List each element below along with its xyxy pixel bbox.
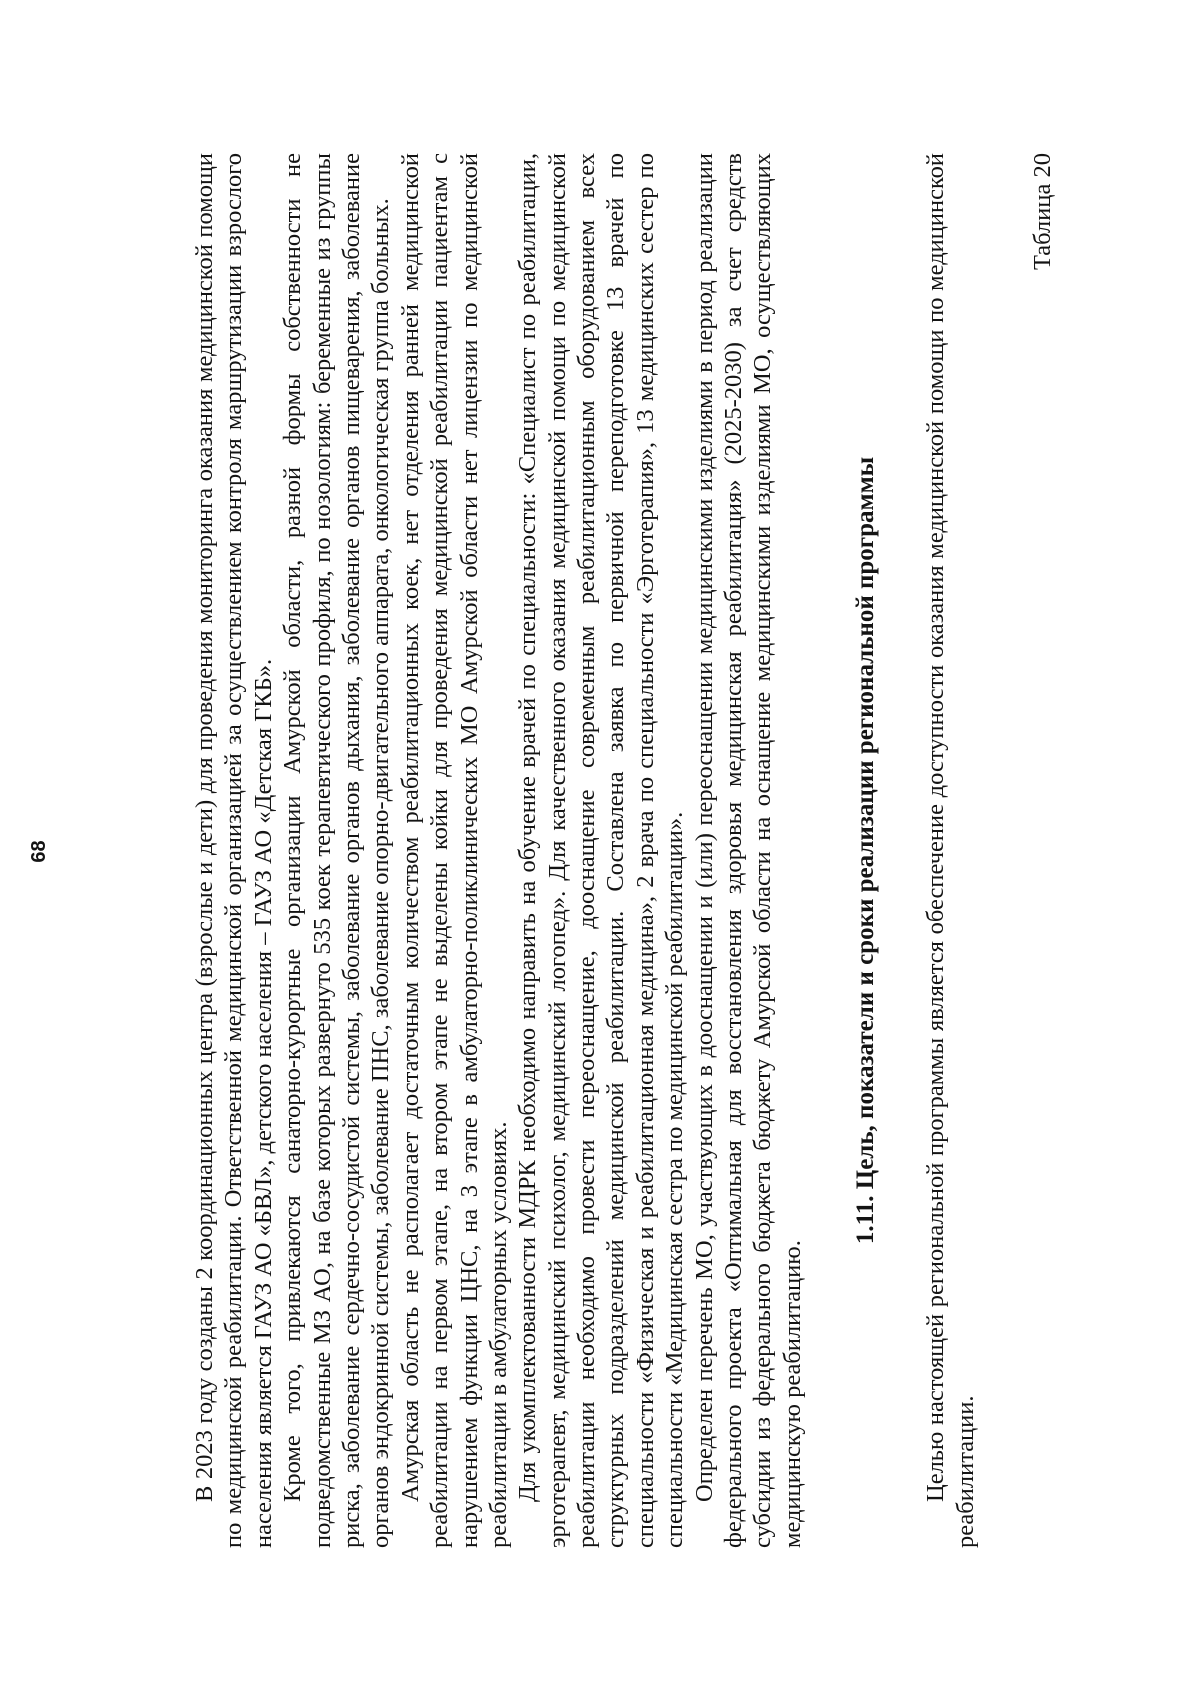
paragraph-coordination-centers: В 2023 году созданы 2 координационных центра (взрослые и дети) для проведения мониторинга оказания медицинской помощи по медицинской реабилитации. Ответственной медицинской организацией за осуществлением контроля маршрутизации взрослого населения является ГАУЗ АО «БВЛ», детского населения – ГАУЗ АО «Детская ГКБ». — [191, 153, 277, 1548]
document-body — [190, 153, 1057, 1548]
paragraph-staffing-training: Для укомплектованности МДРК необходимо направить на обучение врачей по специальности: «Специалист по реабилитации, эрготерапевт, медицинский психолог, медицинский логопед». Для качественного оказания медицинской помощи по медицинской реабилитации необходимо провести переоснащение, дооснащение современным реабилитационным оборудованием всех структурных подразделений медицинской реабилитации. Составлена заявка по первичной переподготовке 13 врачей по специальности «Физическая и реабилитационная медицина», 2 врача по специальности «Эрготерапия», 13 медицинских сестер по специальности «Медицинская сестра по медицинской реабилитации». — [514, 153, 689, 1548]
page-number: 68 — [28, 840, 50, 863]
paragraph-sanatorium-organizations: Кроме того, привлекаются санаторно-курортные организации Амурской области, разной формы собственности не подведомственные МЗ АО, на базе которых развернуто 535 коек терапевтического профиля, по нозологиям: беременные из группы риска, заболевание сердечно-сосудистой системы, заболевание органов дыхания, заболевание органов пищеварения, заболевание органов эндокринной системы, заболевание ПНС, заболевание опорно-двигательного аппарата, онкологическая группа больных. — [279, 153, 395, 1548]
section-heading: 1.11. Цель, показатели и сроки реализации региональной программы — [852, 456, 880, 1245]
paragraph-bed-shortage: Амурская область не располагает достаточным количеством реабилитационных коек, нет отделения ранней медицинской реабилитации на первом этапе, на втором этапе не выделены койки для проведения медицинской реабилитации пациентам с нарушением функции ЦНС, на 3 этапе в амбулаторно-поликлинических МО Амурской области нет лицензии по медицинской реабилитации в амбулаторных условиях. — [396, 153, 512, 1548]
table-caption: Таблица 20 — [1028, 153, 1056, 271]
paragraph-program-goal: Целью настоящей региональной программы является обеспечение доступности оказания медицинской помощи по медицинской реабилитации. — [922, 153, 979, 1548]
paragraph-equipment-list: Определен перечень МО, участвующих в дооснащении и (или) переоснащении медицинскими изделиями в период реализации федерального проекта «Оптимальная для восстановления здоровья медицинская реабилитация» (2025-2030) за счет средств субсидии из федерального бюджета бюджету Амурской области на оснащение медицинскими изделиями МО, осуществляющих медицинскую реабилитацию. — [690, 153, 806, 1548]
